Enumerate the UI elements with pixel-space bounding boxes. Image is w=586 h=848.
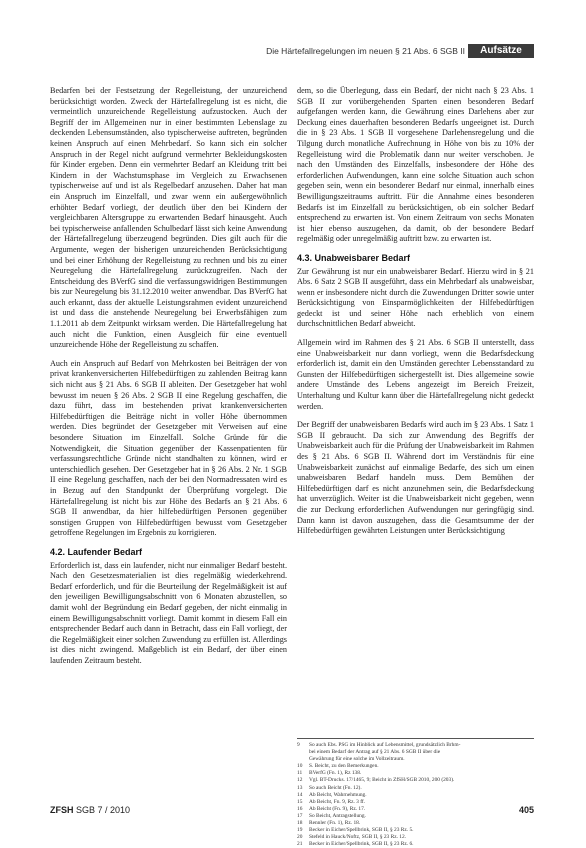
section-heading: 4.3. Unabweisbarer Bedarf (297, 252, 411, 263)
paragraph: Der Begriff der unabweisbaren Bedarfs wird auch im § 23 Abs. 1 Satz 1 SGB II gebraucht. Da sich zur Anwendung des Begriffs der Unabweisbarkeit auch für die Prüfung der Unabweisbarkeit im Rahmen des § 21 Abs. 6 SGB II. Während dort im Verständnis für eine Unabweisbarkeit zunächst auf einmalige Bedarfe, des sich um einen unabweisbaren Bedarf handeln muss. Dem Bemühen der Hilfebedürftigen darf es nicht anzunehmen sein, die Bedarfsdeckung hat unverzüglich. Weiter ist die Unabweisbarkeit nicht gegeben, wenn die zur Deckung erforderlichen Aufwendungen nur geringfügig sind. Dann kann ist davon auszugehen, dass die Gesamtsumme der der Hilfebedürftigen gewährten Leistungen unter Berücksichtigung (297, 420, 534, 536)
running-header (0, 44, 586, 58)
footnote: 18 Rennler (Fn. 1), Rz. 18. (297, 820, 361, 827)
page-footer (50, 803, 534, 817)
paragraph: Erforderlich ist, dass ein laufender, nicht nur einmaliger Bedarf besteht. Nach den Gesetzesmaterialien ist dies regelmäßig wiederkehrend. Bedarf erforderlich, und für die Beurteilung der Regelmäßigkeit ist auf den jeweiligen Bewilligungsabschnitt von 6 Monaten abzustellen, so damit wohl der Begründung ein Bedarf gegeben, der nicht einmalig in einem Bewilligungsabschnitt vorliegt. Damit kommt in diesem Fall ein entsprechender Bedarf auch dann in Betracht, dass ein Fall vorliegt, der die Regelmäßigkeit einer solchen Zuwendung zu erfüllen ist. Allerdings ist dies nicht zwingend. Maßgeblich ist ein Bedarf, der über einen laufenden Zeitraum besteht. (50, 560, 287, 665)
page-number: 405 (518, 805, 534, 815)
footnote: 20 Stefeld in Hauck/Noftz, SGB II, § 23 Rz. 12. (297, 834, 407, 841)
paragraph: Bedarfen bei der Festsetzung der Regelleistung, der unzureichend berücksichtigt worden. Zweck der Härtefallregelung ist es nicht, die vermeintlich unzureichende Regelleistung aufzustocken. Auch der Begriff der im Allgemeinen nur in einer bestimmten Lebenslage zu deckenden Lebensumständen, also typischerweise auftreten, begründen keinen Anspruch auf einen Mehrbedarf. So kann sich ein solcher Anspruch in der Regel nicht aufgrund vermehrter Bekleidungskosten für Kinder ergeben. Denn ein vermehrter Bedarf an Kleidung tritt bei Kindern in der Wachstumsphase im Vergleich zu Erwachsenen typischerweise auf und ist als Regelbedarf anzusehen. Daher hat man ein Anspruch im Einzelfall, und zwar wenn ein außergewöhnlich erhöhter Bedarf vorliegt, der deutlich über den bei Kindern der vergleichbaren Altersgruppe zu erwartenden Bedarf hinausgeht. Auch bei typischerweise anfallenden Schulbedarf lässt sich keine Anwendung der Härtefallregelung überzeugend begründen. Dies gilt auch für die Argumente, wegen der bisherigen unzureichenden Berücksichtigung und bei einer Erhöhung der Regelleistung zu rechnen und bis zu einer Neuregelung die Härtefallregelung zurückzugreifen. Nach der Entscheidung des BVerfG sind die verfassungswidrigen Bestimmungen bis zur Neuregelung bis 31.12.2010 weiter anwendbar. Das BVerfG hat auch erkannt, dass der aktuelle Leistungsrahmen evident unzureichend ist und dass die anstehende Neuregelung bei Erwerbsfähigen zum 1.1.2011 ab dem Zeitpunkt wirksam werden. Die Härtefallregelung hat auch nicht die Funktion, einen Ausgleich für eine eventuell unzureichende Höhe der Regelleistung zu schaffen. (50, 86, 287, 350)
footnote: 15 Ab Beicht, Fn. 9, Rz. 3 ff. (297, 798, 366, 805)
footnote: 10 S. Beicht, zu den Bemerkungen. (297, 763, 379, 770)
footnote: 19 Becker in Eicher/Spellbrink, SGB II, § 23 Rz. 5. (297, 827, 414, 834)
footnote: Gewährung für eine solche im Vollzeitraum. (309, 756, 405, 763)
left-column (50, 86, 287, 674)
footnote: 13 So auch Beicht (Fn. 12). (297, 784, 362, 791)
footnote: 17 So Beicht, Antragstellung. (297, 812, 366, 819)
paragraph: Auch ein Anspruch auf Bedarf von Mehrkosten bei Beiträgen der von privat krankenversicherten Hilfebedürftigen zu zahlenden Beitrag kann sich nicht aus § 21 Abs. 6 SGB II ableiten. Der Gesetzgeber hat wohl bewusst im neuen § 26 Abs. 2 SGB II eine Regelung geschaffen, die dazu führt, dass im bestehenden privat krankenversicherten Hilfebedürftigen die Beiträge nicht in voller Höhe übernommen werden. Dies begründet der Gesetzgeber mit Verweisen auf eine besondere Situation im Einzelfall. Solche Gründe für die Notwendigkeit, die Situation gegenüber der Kassenpatienten für verfassungsrechtliche Gründe nicht standhalten zu können, wird er unterschiedlich gesehen. Der Gesetzgeber hat in § 26 Abs. 2 Nr. 1 SGB II eine Regelung geschaffen, nach der bei den Normadressaten wird es in Bezug auf den Standpunkt der Überprüfung vorgelegt. Die Härtefallregelung ist nicht bis zur Höhe des Bedarfs an § 21 Abs. 6 SGB II anwendbar, da hier hilfebedürftigen Personen gegenüber sonstigen Gruppen von Hilfebedürftigen bewusst vom Gesetzgeber getroffene Regelungen im Ergebnis zu korrigieren. (50, 358, 287, 538)
journal-name: ZFSH SGB 7 / 2010 (50, 805, 131, 815)
footnote: bei einem Bedarf der Antrag auf § 21 Abs. 6 SGB II über die (309, 749, 441, 756)
paragraph: dem, so die Überlegung, dass ein Bedarf, der nicht nach § 23 Abs. 1 SGB II zur vorübergehenden Sparten einen besonderen Bedarf aufgefangen werden kann, die Gewährung eines Darlehens aber zur Deckung eines dauerhaften besonderen Bedarfs ungeeignet ist. Durch die in § 23 Abs. 1 SGB II vorgesehene Darlehensregelung und die Tilgung durch monatliche Aufrechnung in Höhe von bis zu 10% der Regelleistung wird die Problematik dann nur weiter verschoben. Je nach den Umständen des Einzelfalls, insbesondere der Höhe des erforderlichen Aufwendungen, kann eine solche Situation auch schon gegeben sein, wenn ein besonderer Bedarf nur einmal, innerhalb eines Bewilligungszeitraums auftritt. Für die Annahme eines besonderen Bedarfs ist im Einzelfall zu berücksichtigen, ob ein solcher Bedarf entsprechend zu erwarten ist. Von einem Zeitraum von sechs Monaten ist hier ebenso auszugehen, da damit, ob der besondere Bedarf regelmäßig oder unregelmäßig auftritt bzw. zu erwarten ist. (297, 86, 534, 244)
footnote: 11 BVerfG (Fn. 1), Rz 138. (297, 770, 362, 777)
running-title: Die Härtefallregelungen im neuen § 21 Abs. 6 SGB II (266, 46, 465, 56)
footnote: 12 Vgl. BT-Drucks. 17/1465, 9; Beicht in ZfSH/SGB 2010, 200 (203). (297, 777, 455, 784)
paragraph: Allgemein wird im Rahmen des § 21 Abs. 6 SGB II unterstellt, dass eine Unabweisbarkeit nur dann vorliegt, wenn die Bedarfsdeckung erforderlich ist, damit ein den Umständen gerechter Lebensstandard zu Gunsten der Hilfebedürftigen sichergestellt ist. Dies allgemeine sowie andere Umstände des Lebens angezeigt im Bereich Freizeit, Unterhaltung und Kultur kann über die Härtefallregelung nicht gedeckt werden. (297, 338, 534, 411)
footnote: 21 Becker in Eicher/Spellbrink, SGB II, § 23 Rz. 6. (297, 841, 414, 848)
section-heading: 4.2. Laufender Bedarf (50, 546, 143, 557)
footnote: 14 Ab Beicht, Wahrnehmung. (297, 791, 367, 798)
footnote: 9 So auch Ebs. PSG im Hinblick auf Lebensmittel, grundsätzlich Brhm- (297, 742, 461, 748)
footnotes (297, 738, 534, 848)
section-tab: Aufsätze (468, 44, 534, 58)
right-column (297, 86, 534, 545)
footnote: 16 Ab Beicht (Fn. 9), Rz. 17. (297, 805, 366, 812)
paragraph: Zur Gewährung ist nur ein unabweisbarer Bedarf. Hierzu wird in § 21 Abs. 6 Satz 2 SGB II ausgeführt, dass ein Mehrbedarf als unabweisbar, wenn er insbesondere nicht durch die Zuwendungen Dritter sowie unter Berücksichtigung von Einsparmöglichkeiten der Hilfebedürftigen gedeckt ist und seiner Höhe nach erheblich von einem durchschnittlichen Bedarf abweicht. (297, 266, 534, 329)
